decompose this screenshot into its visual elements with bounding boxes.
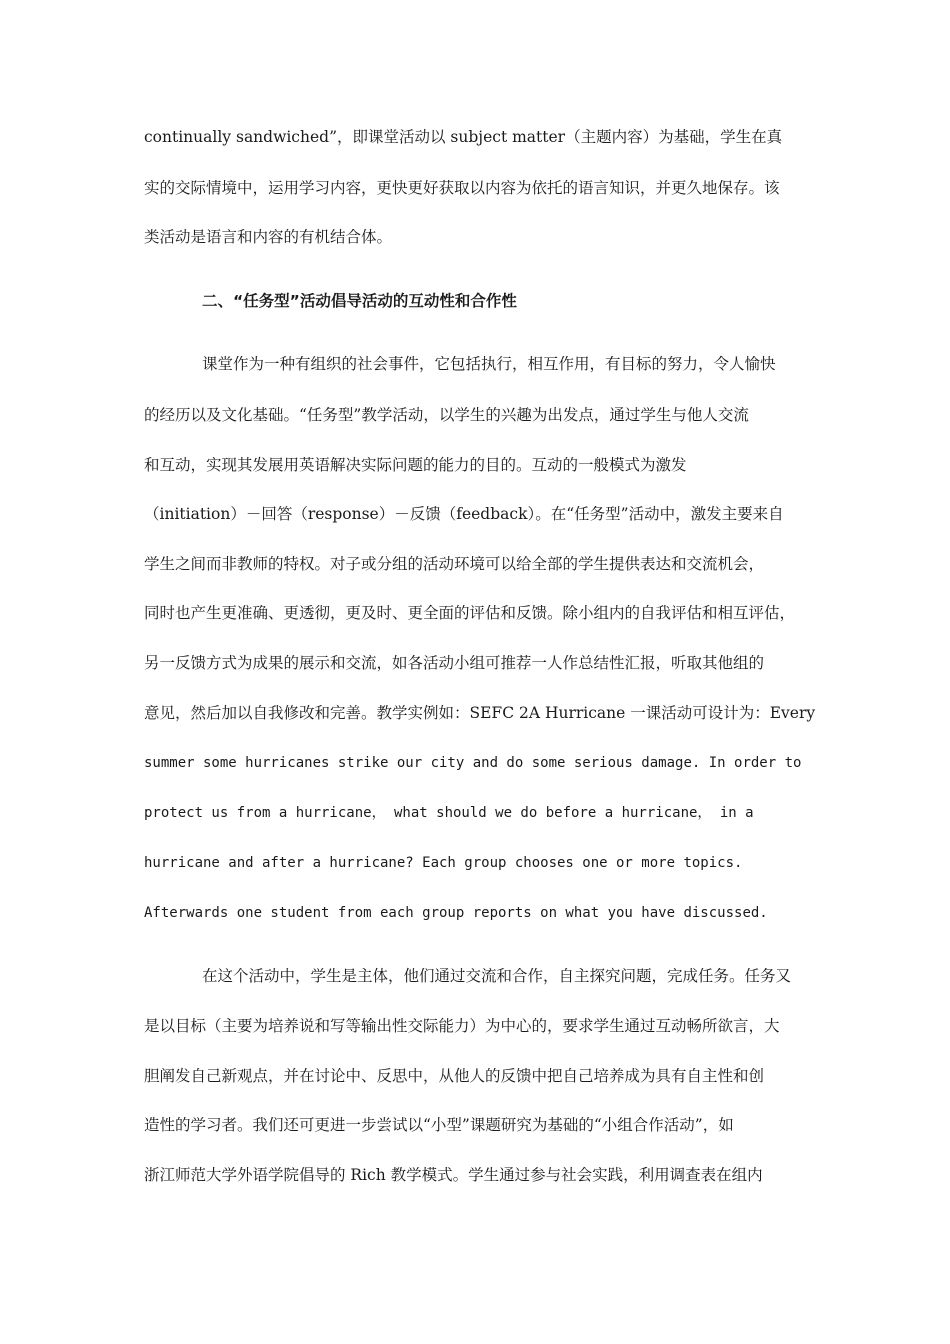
english-line-1: summer some hurricanes strike our city and do some serious damage. In order to <box>144 755 802 771</box>
para3-line-5: 浙江师范大学外语学院倡导的 Rich 教学模式。学生通过参与社会实践，利用调查表在组内 <box>144 1166 763 1184</box>
section-heading: 二、“任务型”活动倡导活动的互动性和合作性 <box>202 292 517 310</box>
para2-line-4: （initiation）－回答（response）－反馈（feedback）。在“任务型”活动中，激发主要来自 <box>144 505 784 523</box>
para2-line-8: 意见，然后加以自我修改和完善。教学实例如：SEFC 2A Hurricane 一课活动可设计为：Every <box>144 704 816 722</box>
para2-line-7: 另一反馈方式为成果的展示和交流，如各活动小组可推荐一人作总结性汇报，听取其他组的 <box>144 654 765 672</box>
para3-line-4: 造性的学习者。我们还可更进一步尝试以“小型”课题研究为基础的“小组合作活动”，如 <box>144 1116 734 1134</box>
english-line-4: Afterwards one student from each group reports on what you have discussed. <box>144 905 768 921</box>
para2-line-1: 课堂作为一种有组织的社会事件，它包括执行，相互作用，有目标的努力，令人愉快 <box>202 355 776 373</box>
para1-line-1: continually sandwiched”，即课堂活动以 subject matter（主题内容）为基础，学生在真 <box>144 128 783 146</box>
english-line-2: protect us from a hurricane， what should we do before a hurricane， in a <box>144 805 754 821</box>
para2-line-5: 学生之间而非教师的特权。对子或分组的活动环境可以给全部的学生提供表达和交流机会， <box>144 555 765 573</box>
para2-line-2: 的经历以及文化基础。“任务型”教学活动，以学生的兴趣为出发点，通过学生与他人交流 <box>144 406 749 424</box>
para3-line-2: 是以目标（主要为培养说和写等输出性交际能力）为中心的，要求学生通过互动畅所欲言，大 <box>144 1017 780 1035</box>
para3-line-1: 在这个活动中，学生是主体，他们通过交流和合作，自主探究问题，完成任务。任务又 <box>202 967 792 985</box>
para3-line-3: 胆阐发自己新观点，并在讨论中、反思中，从他人的反馈中把自己培养成为具有自主性和创 <box>144 1067 765 1085</box>
para1-line-2: 实的交际情境中，运用学习内容，更快更好获取以内容为依托的语言知识，并更久地保存。该 <box>144 179 780 197</box>
para1-line-3: 类活动是语言和内容的有机结合体。 <box>144 228 393 246</box>
english-line-3: hurricane and after a hurricane? Each group chooses one or more topics. <box>144 855 743 871</box>
para2-line-3: 和互动，实现其发展用英语解决实际问题的能力的目的。互动的一般模式为激发 <box>144 456 687 474</box>
para2-line-6: 同时也产生更准确、更透彻，更及时、更全面的评估和反馈。除小组内的自我评估和相互评估， <box>144 604 796 622</box>
